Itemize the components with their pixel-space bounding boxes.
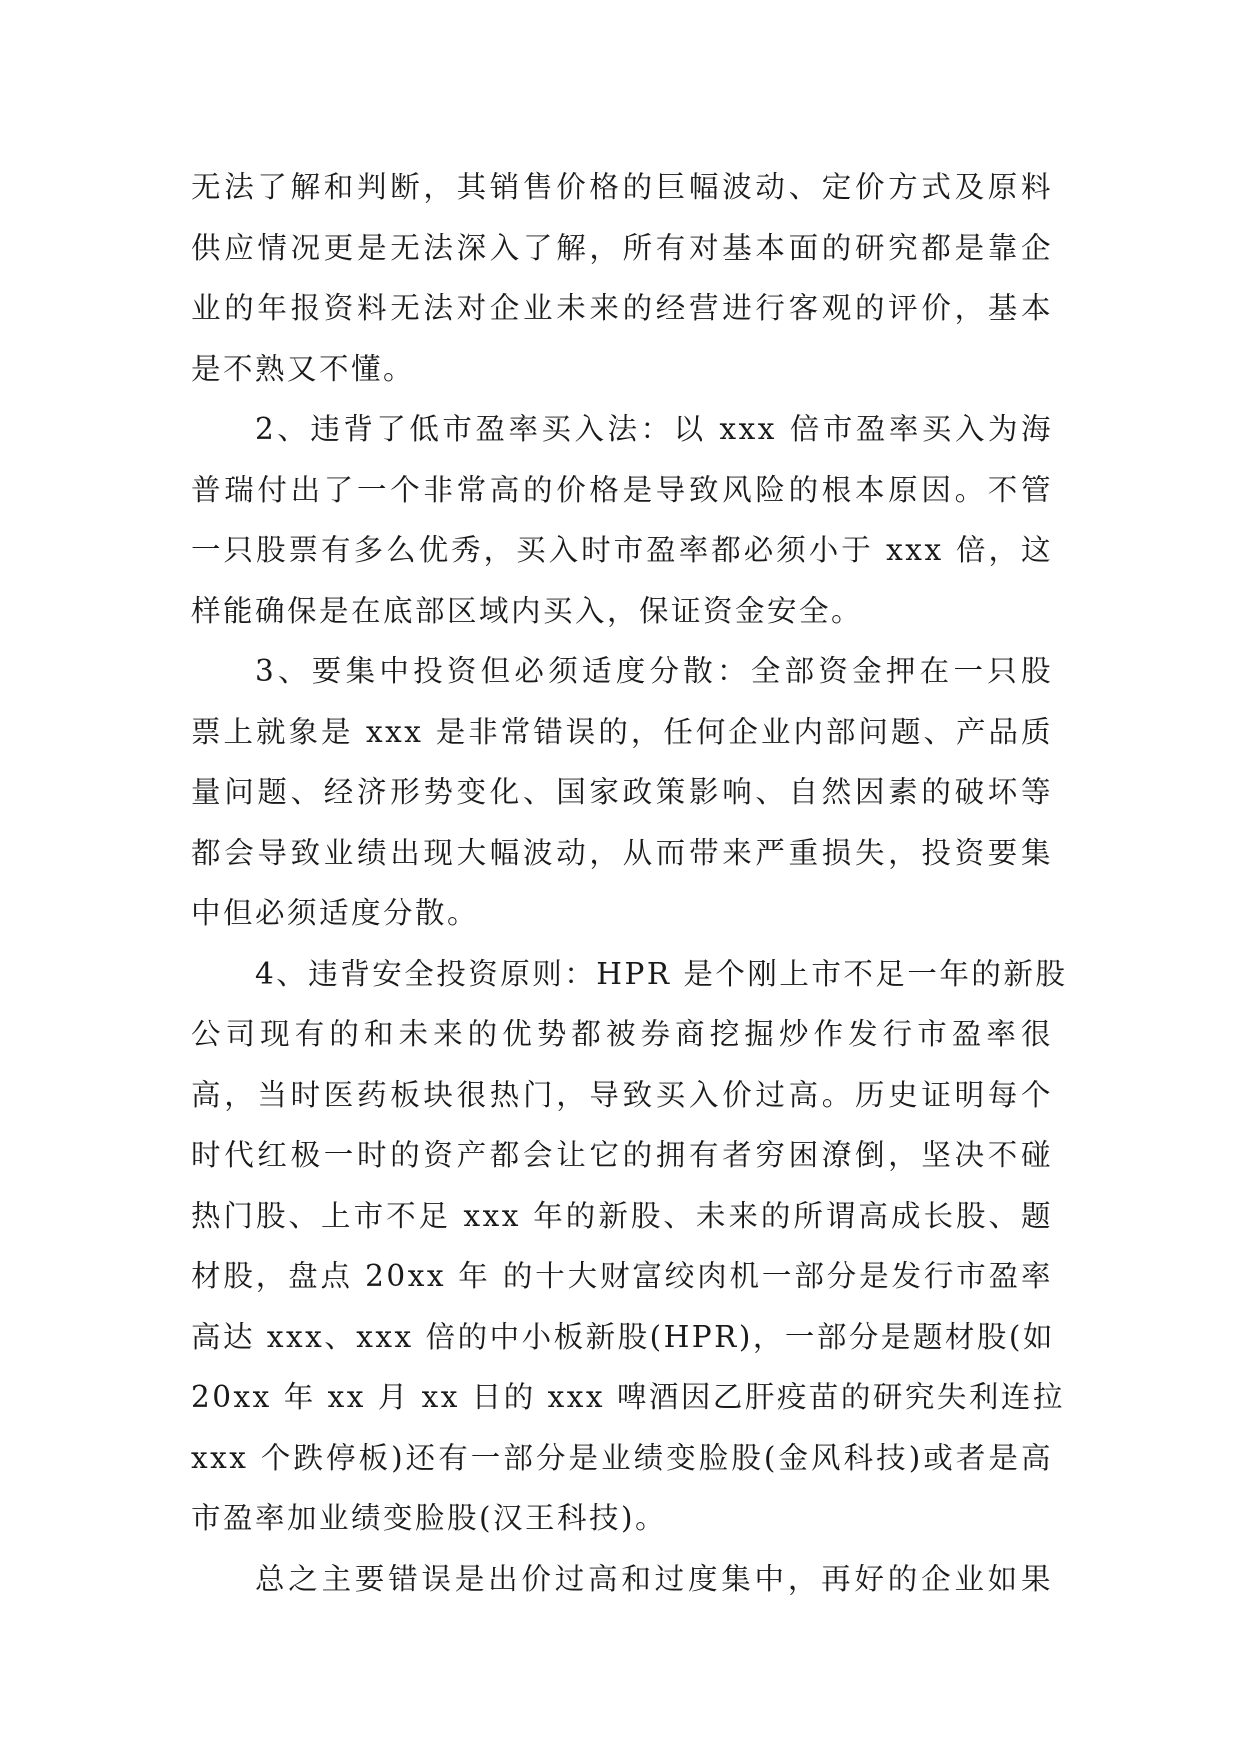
- text-line: 高达 xxx、xxx 倍的中小板新股(HPR)，一部分是题材股(如: [191, 1319, 1055, 1354]
- paragraph-3: [191, 641, 1053, 944]
- paragraph-1: [191, 157, 1053, 399]
- text-line: 2、违背了低市盈率买入法：以 xxx 倍市盈率买入为海: [255, 412, 1053, 446]
- text-line: 供应情况更是无法深入了解，所有对基本面的研究都是靠企: [191, 230, 1053, 265]
- text-line: 3、要集中投资但必须适度分散：全部资金押在一只股: [255, 654, 1053, 688]
- text-line: 20xx 年 xx 月 xx 日的 xxx 啤酒因乙肝疫苗的研究失利连拉: [191, 1380, 1065, 1414]
- text-line: 时代红极一时的资产都会让它的拥有者穷困潦倒，坚决不碰: [191, 1138, 1053, 1172]
- paragraph-5: [191, 1549, 1053, 1610]
- text-line: 热门股、上市不足 xxx 年的新股、未来的所谓高成长股、题: [191, 1198, 1053, 1233]
- text-line: 普瑞付出了一个非常高的价格是导致风险的根本原因。不管: [191, 472, 1053, 507]
- text-line: 市盈率加业绩变脸股(汉王科技)。: [191, 1501, 668, 1535]
- text-line: 无法了解和判断，其销售价格的巨幅波动、定价方式及原料: [191, 170, 1053, 204]
- text-line: 业的年报资料无法对企业未来的经营进行客观的评价，基本: [191, 291, 1053, 325]
- text-line: 高，当时医药板块很热门，导致买入价过高。历史证明每个: [191, 1077, 1053, 1112]
- paragraph-2: [191, 399, 1053, 641]
- text-line: 都会导致业绩出现大幅波动，从而带来严重损失，投资要集: [191, 835, 1053, 870]
- text-line: 样能确保是在底部区域内买入，保证资金安全。: [191, 593, 864, 628]
- text-line: 公司现有的和未来的优势都被券商挖掘炒作发行市盈率很: [191, 1017, 1053, 1051]
- text-line: xxx 个跌停板)还有一部分是业绩变脸股(金风科技)或者是高: [191, 1440, 1053, 1475]
- text-line: 4、违背安全投资原则：HPR 是个刚上市不足一年的新股: [255, 956, 1068, 991]
- text-line: 票上就象是 xxx 是非常错误的，任何企业内部问题、产品质: [191, 714, 1053, 749]
- text-line: 量问题、经济形势变化、国家政策影响、自然因素的破坏等: [191, 775, 1053, 809]
- paragraph-4: [191, 944, 1068, 1549]
- text-line: 是不熟又不懂。: [191, 351, 416, 386]
- document-body: [191, 157, 1068, 1609]
- text-line: 中但必须适度分散。: [191, 896, 480, 930]
- text-line: 材股，盘点 20xx 年 的十大财富绞肉机一部分是发行市盈率: [191, 1259, 1053, 1293]
- text-line: 总之主要错误是出价过高和过度集中，再好的企业如果: [255, 1561, 1053, 1596]
- text-line: 一只股票有多么优秀，买入时市盈率都必须小于 xxx 倍，这: [191, 533, 1053, 567]
